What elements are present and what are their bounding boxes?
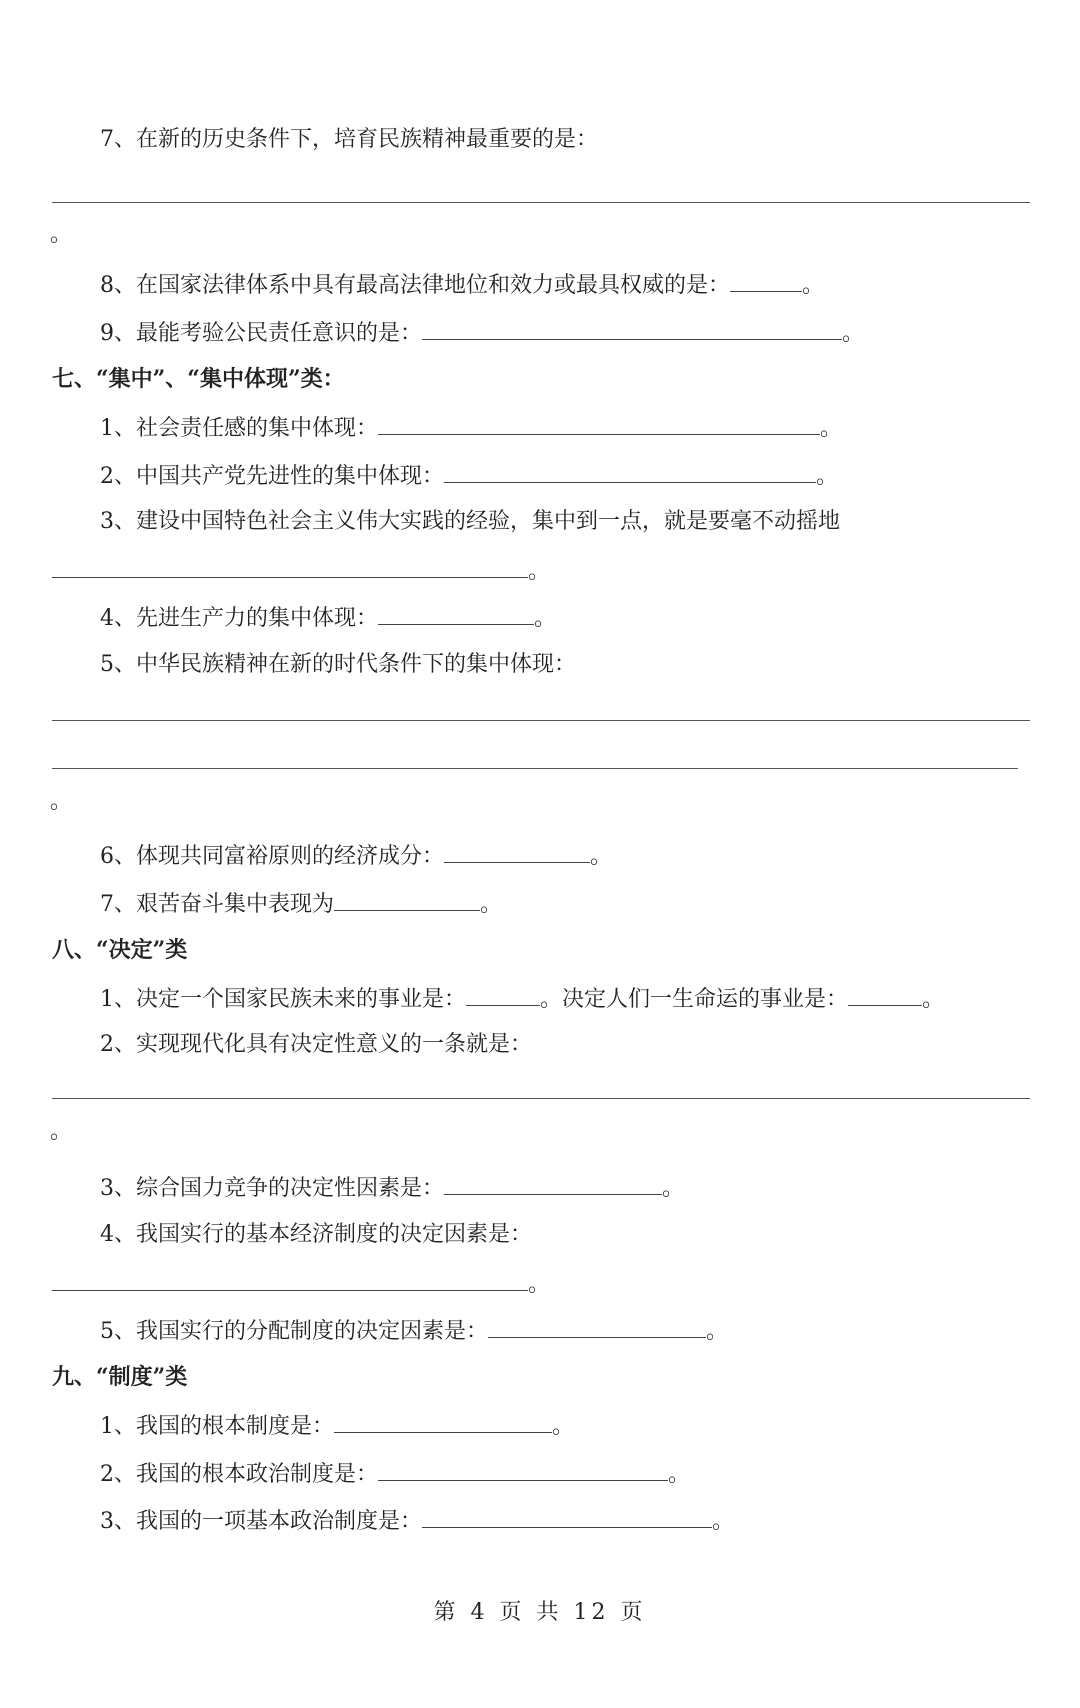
question-item <box>100 460 838 492</box>
answer-blank[interactable] <box>52 555 528 578</box>
question-item <box>100 1458 690 1490</box>
answer-blank[interactable] <box>488 1315 706 1338</box>
answer-blank[interactable] <box>422 317 842 340</box>
period-mark: 。 <box>922 987 945 1012</box>
answer-blank[interactable] <box>334 888 480 911</box>
question-text: 3、建设中国特色社会主义伟大实践的经验，集中到一点，就是要毫不动摇地 <box>100 509 840 534</box>
question-text: 2、我国的根本政治制度是： <box>100 1462 378 1487</box>
answer-line <box>52 768 1018 769</box>
question-text: 2、实现现代化具有决定性意义的一条就是： <box>100 1032 532 1057</box>
question-item <box>100 125 598 155</box>
section-heading-text: 九、“制度”类 <box>52 1364 188 1390</box>
question-text: 。决定人们一生命运的事业是： <box>540 987 849 1012</box>
answer-line <box>52 720 1030 721</box>
question-item <box>100 650 576 680</box>
section-heading-text: 七、“集中”、“集中体现”类： <box>52 366 345 392</box>
period-mark: 。 <box>50 1119 73 1144</box>
answer-blank[interactable] <box>466 983 540 1006</box>
answer-blank[interactable] <box>444 840 590 863</box>
period-mark: 。 <box>480 892 503 917</box>
question-text: 1、决定一个国家民族未来的事业是： <box>100 987 466 1012</box>
question-item <box>100 1172 684 1204</box>
question-item <box>100 602 556 634</box>
question-item <box>100 317 864 349</box>
period-mark: 。 <box>802 273 825 298</box>
period-mark: 。 <box>534 606 557 631</box>
question-text: 8、在国家法律体系中具有最高法律地位和效力或最具权威的是： <box>100 273 730 298</box>
period-mark: 。 <box>712 1509 735 1534</box>
answer-blank[interactable] <box>422 1505 712 1528</box>
question-text: 1、我国的根本制度是： <box>100 1414 334 1439</box>
answer-blank[interactable] <box>378 1458 668 1481</box>
period-mark: 。 <box>50 222 73 247</box>
answer-blank[interactable] <box>334 1410 552 1433</box>
question-item <box>100 1505 734 1537</box>
question-item <box>100 1220 532 1250</box>
period-mark: 。 <box>528 559 551 584</box>
question-text: 5、我国实行的分配制度的决定因素是： <box>100 1319 488 1344</box>
question-text: 7、在新的历史条件下，培育民族精神最重要的是： <box>100 127 598 152</box>
question-item <box>100 840 612 872</box>
question-text: 9、最能考验公民责任意识的是： <box>100 321 422 346</box>
period-mark: 。 <box>820 416 843 441</box>
question-text: 1、社会责任感的集中体现： <box>100 416 378 441</box>
section-heading-text: 八、“决定”类 <box>52 937 188 963</box>
answer-blank[interactable] <box>848 983 922 1006</box>
page-number-footer: 第 4 页 共 12 页 <box>433 1600 647 1625</box>
answer-line <box>52 202 1030 203</box>
answer-blank[interactable] <box>378 602 534 625</box>
question-item <box>100 412 842 444</box>
answer-blank[interactable] <box>52 1268 528 1291</box>
question-item <box>100 1410 574 1442</box>
period-mark: 。 <box>706 1319 729 1344</box>
period-mark: 。 <box>668 1462 691 1487</box>
question-item <box>100 1315 728 1347</box>
section-heading <box>52 1362 187 1392</box>
answer-line <box>52 1098 1030 1099</box>
period-mark: 。 <box>528 1272 551 1297</box>
period-mark: 。 <box>662 1176 685 1201</box>
question-text: 6、体现共同富裕原则的经济成分： <box>100 844 444 869</box>
answer-continuation <box>52 1268 550 1300</box>
question-text: 4、先进生产力的集中体现： <box>100 606 378 631</box>
question-item <box>100 983 944 1015</box>
question-text: 3、我国的一项基本政治制度是： <box>100 1509 422 1534</box>
question-text: 3、综合国力竞争的决定性因素是： <box>100 1176 444 1201</box>
period-mark: 。 <box>590 844 613 869</box>
question-item <box>100 269 824 301</box>
question-text: 5、中华民族精神在新的时代条件下的集中体现： <box>100 652 576 677</box>
question-text: 7、艰苦奋斗集中表现为 <box>100 892 334 917</box>
answer-blank[interactable] <box>444 1172 662 1195</box>
section-heading <box>52 364 345 394</box>
answer-blank[interactable] <box>730 269 802 292</box>
period-mark: 。 <box>50 789 73 814</box>
answer-blank[interactable] <box>444 460 816 483</box>
section-heading <box>52 935 187 965</box>
period-mark: 。 <box>552 1414 575 1439</box>
question-item <box>100 888 502 920</box>
question-item <box>100 507 840 537</box>
question-text: 2、中国共产党先进性的集中体现： <box>100 464 444 489</box>
question-text: 4、我国实行的基本经济制度的决定因素是： <box>100 1222 532 1247</box>
answer-continuation <box>52 555 550 587</box>
period-mark: 。 <box>816 464 839 489</box>
period-mark: 。 <box>842 321 865 346</box>
question-item <box>100 1030 532 1060</box>
answer-blank[interactable] <box>378 412 820 435</box>
